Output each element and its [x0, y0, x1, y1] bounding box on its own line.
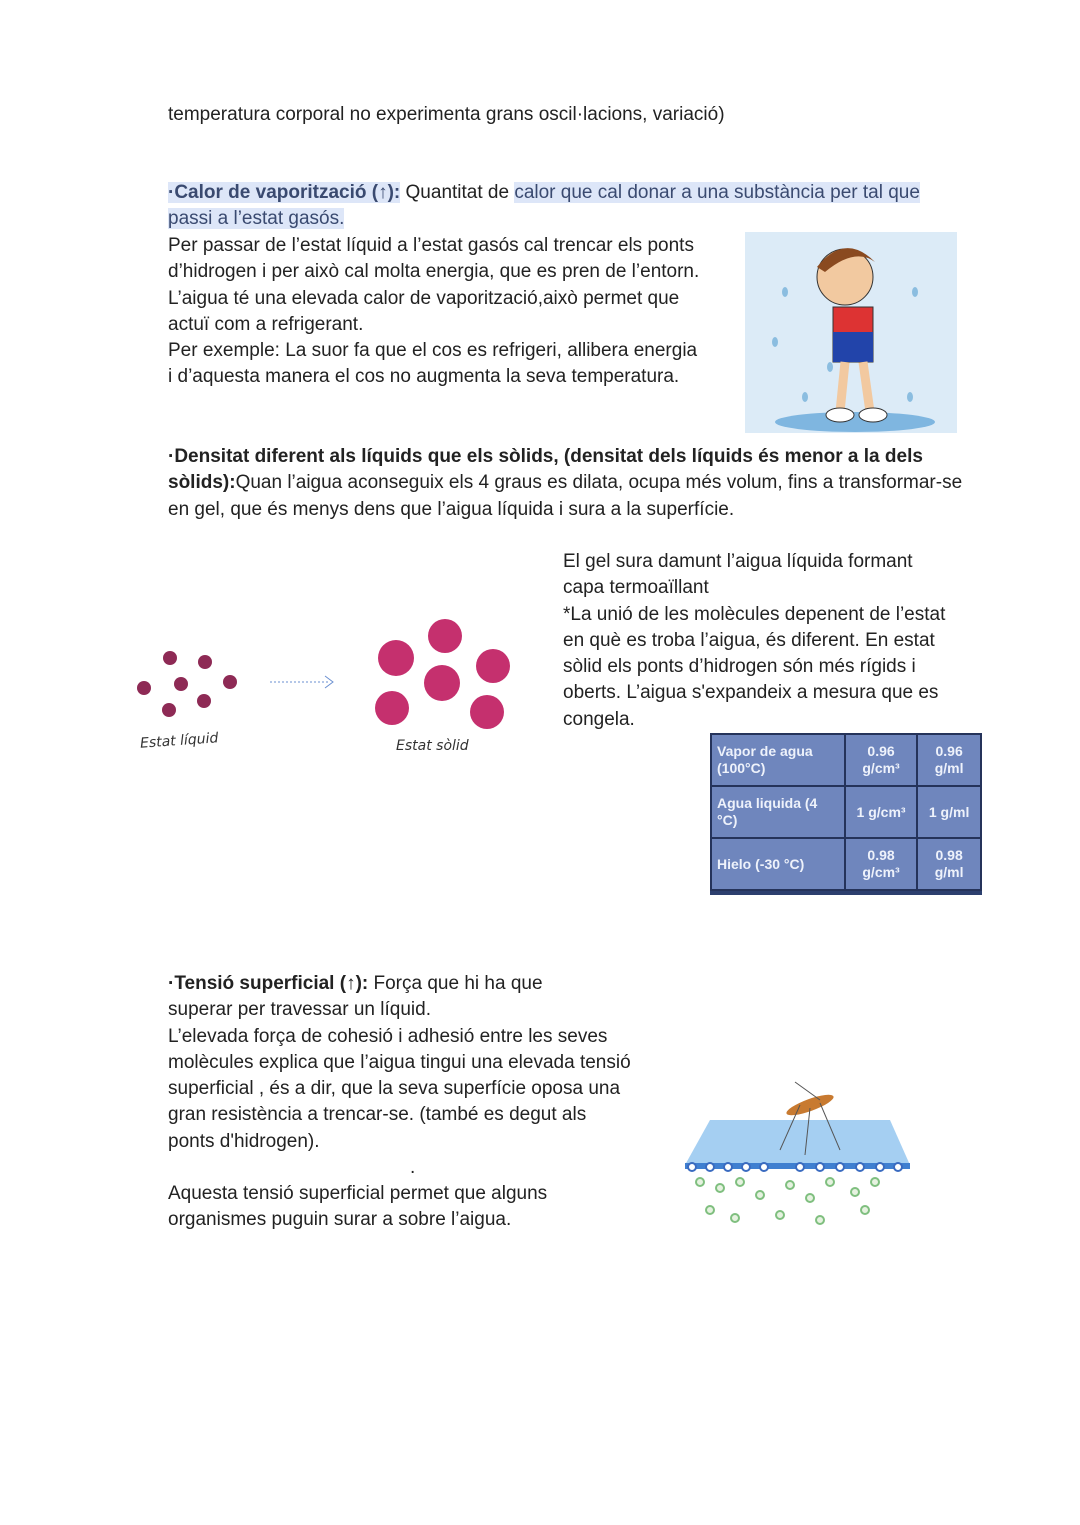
- table-row: [711, 838, 981, 890]
- densitat-right-text: [563, 549, 945, 733]
- body-line: superar per travessar un líquid.: [168, 999, 431, 1021]
- densitat-title: ·Densitat diferent als líquids que els sòlids, (densitat dels líquids és menor a la dels sòlids):: [168, 446, 923, 494]
- text-line: en què es troba l’aigua, és diferent. En estat: [563, 629, 935, 651]
- intro-line: temperatura corporal no experimenta grans oscil·lacions, variació): [168, 104, 725, 125]
- vaporitzacio-body: [168, 233, 699, 391]
- cell: 0.98 g/ml: [917, 838, 981, 890]
- text-line: oberts. L’aigua s'expandeix a mesura que es: [563, 682, 939, 704]
- body-line: molècules explica que l’aigua tingui una elevada tensió: [168, 1051, 631, 1073]
- body-line: gran resistència a trencar-se. (també es degut als: [168, 1104, 587, 1126]
- body-line: d’hidrogen i per això cal molta energia, que es pren de l’entorn.: [168, 261, 700, 283]
- body-line: ponts d'hidrogen).: [168, 1130, 320, 1152]
- body-line: Per passar de l’estat líquid a l’estat gasós cal trencar els ponts: [168, 235, 694, 256]
- mosquito-surface-tension-illustration: [680, 1070, 915, 1235]
- vaporitzacio-title: ·Calor de vaporització (↑):: [168, 182, 401, 203]
- body-line: actuï com a refrigerant.: [168, 313, 364, 335]
- cell: 1 g/ml: [917, 786, 981, 838]
- table-row: [711, 786, 981, 838]
- tensio-body: [168, 971, 631, 1155]
- body-line: L’elevada força de cohesió i adhesió entre les seves: [168, 1025, 608, 1047]
- definition-text: Quantitat de: [400, 182, 515, 203]
- cell: 0.98 g/cm³: [845, 838, 917, 890]
- cell: Agua liquida (4 °C): [711, 786, 845, 838]
- text-line: *La unió de les molècules depenent de l’estat: [563, 603, 946, 625]
- body-line: Força que hi ha que: [368, 973, 543, 994]
- label-liquid: Estat líquid: [139, 730, 219, 752]
- cell: 0.96 g/cm³: [845, 734, 917, 786]
- body-line: Per exemple: La suor fa que el cos es refrigeri, allibera energia: [168, 340, 698, 362]
- cell: 1 g/cm³: [845, 786, 917, 838]
- body-line: Aquesta tensió superficial permet que alguns: [168, 1183, 548, 1204]
- density-table: [710, 733, 982, 891]
- molecules-diagram: [130, 610, 520, 730]
- cell: 0.96 g/ml: [917, 734, 981, 786]
- densitat-paragraph: [168, 444, 968, 523]
- label-solid: Estat sòlid: [396, 738, 469, 754]
- body-line: organismes puguin surar a sobre l’aigua.: [168, 1209, 512, 1231]
- vaporitzacio-definition: [168, 180, 968, 233]
- tensio-body2: [168, 1181, 547, 1234]
- text-line: sòlid els ponts d’hidrogen són més rígids i: [563, 656, 916, 678]
- cell: Vapor de agua (100°C): [711, 734, 845, 786]
- tensio-title: ·Tensió superficial (↑):: [168, 973, 369, 994]
- body-line: L’aigua té una elevada calor de vaporització,això permet que: [168, 287, 680, 309]
- body-line: superficial , és a dir, que la seva superfície oposa una: [168, 1078, 621, 1100]
- table-row: [711, 734, 981, 786]
- cell: Hielo (-30 °C): [711, 838, 845, 890]
- definition-highlight: calor que cal donar a una substància per tal que passi a l’estat gasós.: [168, 182, 920, 230]
- text-line: El gel sura damunt l’aigua líquida formant: [563, 551, 913, 572]
- stray-dot: .: [410, 1157, 416, 1178]
- densitat-body: Quan l’aigua aconseguix els 4 graus es dilata, ocupa més volum, fins a transformar-se en gel, que és menys dens que l’aigua líquida i sura a la superfície.: [168, 472, 963, 520]
- sweating-boy-illustration: [745, 232, 957, 433]
- text-line: congela.: [563, 708, 635, 730]
- text-line: capa termoaïllant: [563, 577, 709, 599]
- body-line: i d’aquesta manera el cos no augmenta la seva temperatura.: [168, 366, 680, 388]
